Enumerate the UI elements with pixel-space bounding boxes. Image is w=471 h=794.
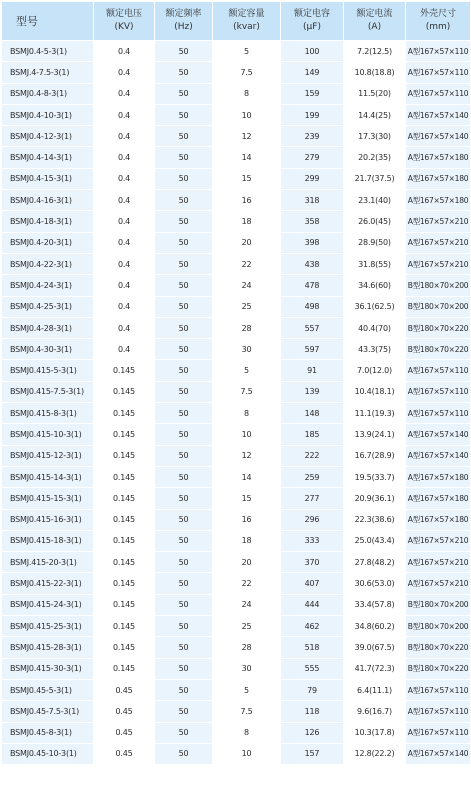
- current-cell: 13.9(24.1): [344, 424, 406, 445]
- model-cell: BSMJ0.4-25-3(1): [2, 296, 94, 317]
- capacitance-cell: 199: [281, 104, 344, 125]
- voltage-cell: 0.145: [94, 403, 155, 424]
- frequency-cell: 50: [155, 83, 213, 104]
- header-voltage-unit: (KV): [114, 22, 134, 32]
- table-row: [2, 232, 471, 253]
- current-cell: 34.8(60.2): [344, 616, 406, 637]
- voltage-cell: 0.4: [94, 211, 155, 232]
- model-cell: BSMJ0.415-15-3(1): [2, 488, 94, 509]
- frequency-cell: 50: [155, 296, 213, 317]
- capacitance-cell: 557: [281, 317, 344, 338]
- frequency-cell: 50: [155, 637, 213, 658]
- current-cell: 39.0(67.5): [344, 637, 406, 658]
- capacitance-cell: 157: [281, 743, 344, 764]
- dimensions-cell: B型180×70×220: [406, 339, 471, 360]
- capacitance-cell: 126: [281, 722, 344, 743]
- dimensions-cell: A型167×57×110: [406, 722, 471, 743]
- model-cell: BSMJ0.45-5-3(1): [2, 679, 94, 700]
- table-row: [2, 339, 471, 360]
- capacity-cell: 12: [213, 445, 281, 466]
- voltage-cell: 0.145: [94, 658, 155, 679]
- frequency-cell: 50: [155, 275, 213, 296]
- table-body: [2, 41, 471, 765]
- current-cell: 34.6(60): [344, 275, 406, 296]
- table-row: [2, 168, 471, 189]
- dimensions-cell: A型167×57×210: [406, 253, 471, 274]
- frequency-cell: 50: [155, 232, 213, 253]
- voltage-cell: 0.145: [94, 530, 155, 551]
- table-row: [2, 509, 471, 530]
- capacitance-cell: 239: [281, 126, 344, 147]
- capacity-cell: 10: [213, 743, 281, 764]
- capacity-cell: 24: [213, 275, 281, 296]
- table-row: [2, 275, 471, 296]
- header-current: [344, 2, 406, 41]
- current-cell: 12.8(22.2): [344, 743, 406, 764]
- dimensions-cell: B型180×70×200: [406, 616, 471, 637]
- current-cell: 20.2(35): [344, 147, 406, 168]
- model-cell: BSMJ0.4-30-3(1): [2, 339, 94, 360]
- capacity-cell: 30: [213, 658, 281, 679]
- header-dimensions: [406, 2, 471, 41]
- voltage-cell: 0.4: [94, 104, 155, 125]
- capacity-cell: 7.5: [213, 701, 281, 722]
- frequency-cell: 50: [155, 147, 213, 168]
- model-cell: BSMJ0.4-16-3(1): [2, 190, 94, 211]
- current-cell: 33.4(57.8): [344, 594, 406, 615]
- capacitance-cell: 478: [281, 275, 344, 296]
- capacitance-cell: 299: [281, 168, 344, 189]
- voltage-cell: 0.145: [94, 466, 155, 487]
- header-capacity-label: 额定容量: [228, 9, 265, 19]
- capacity-cell: 12: [213, 126, 281, 147]
- voltage-cell: 0.45: [94, 743, 155, 764]
- current-cell: 10.3(17.8): [344, 722, 406, 743]
- table-row: [2, 722, 471, 743]
- dimensions-cell: A型167×57×180: [406, 168, 471, 189]
- model-cell: BSMJ0.4-20-3(1): [2, 232, 94, 253]
- voltage-cell: 0.4: [94, 275, 155, 296]
- capacitance-cell: 279: [281, 147, 344, 168]
- table-row: [2, 743, 471, 764]
- header-model-label: 型号: [16, 14, 38, 28]
- current-cell: 11.1(19.3): [344, 403, 406, 424]
- capacitor-spec-table: [1, 1, 471, 765]
- capacity-cell: 15: [213, 168, 281, 189]
- capacity-cell: 24: [213, 594, 281, 615]
- header-current-label: 额定电流: [356, 9, 393, 19]
- dimensions-cell: A型167×57×140: [406, 126, 471, 147]
- capacity-cell: 22: [213, 573, 281, 594]
- model-cell: BSMJ0.4-12-3(1): [2, 126, 94, 147]
- voltage-cell: 0.145: [94, 594, 155, 615]
- frequency-cell: 50: [155, 679, 213, 700]
- table-row: [2, 552, 471, 573]
- capacitance-cell: 462: [281, 616, 344, 637]
- dimensions-cell: A型167×57×140: [406, 445, 471, 466]
- voltage-cell: 0.4: [94, 62, 155, 83]
- dimensions-cell: A型167×57×110: [406, 83, 471, 104]
- capacity-cell: 10: [213, 104, 281, 125]
- model-cell: BSMJ0.415-16-3(1): [2, 509, 94, 530]
- current-cell: 31.8(55): [344, 253, 406, 274]
- header-voltage-label: 额定电压: [105, 9, 142, 19]
- voltage-cell: 0.145: [94, 509, 155, 530]
- dimensions-cell: A型167×57×110: [406, 62, 471, 83]
- dimensions-cell: A型167×57×110: [406, 701, 471, 722]
- frequency-cell: 50: [155, 573, 213, 594]
- table-row: [2, 317, 471, 338]
- frequency-cell: 50: [155, 62, 213, 83]
- capacitance-cell: 91: [281, 360, 344, 381]
- model-cell: BSMJ0.4-14-3(1): [2, 147, 94, 168]
- frequency-cell: 50: [155, 360, 213, 381]
- capacitance-cell: 159: [281, 83, 344, 104]
- capacity-cell: 20: [213, 232, 281, 253]
- capacitance-cell: 149: [281, 62, 344, 83]
- model-cell: BSMJ0.415-30-3(1): [2, 658, 94, 679]
- voltage-cell: 0.4: [94, 168, 155, 189]
- model-cell: BSMJ0.4-5-3(1): [2, 41, 94, 62]
- voltage-cell: 0.4: [94, 190, 155, 211]
- table-row: [2, 658, 471, 679]
- table-row: [2, 594, 471, 615]
- capacitance-cell: 444: [281, 594, 344, 615]
- capacitance-cell: 358: [281, 211, 344, 232]
- dimensions-cell: A型167×57×180: [406, 466, 471, 487]
- capacity-cell: 14: [213, 147, 281, 168]
- current-cell: 30.6(53.0): [344, 573, 406, 594]
- model-cell: BSMJ0.45-7.5-3(1): [2, 701, 94, 722]
- model-cell: BSMJ0.415-22-3(1): [2, 573, 94, 594]
- current-cell: 6.4(11.1): [344, 679, 406, 700]
- capacity-cell: 20: [213, 552, 281, 573]
- table-row: [2, 253, 471, 274]
- frequency-cell: 50: [155, 211, 213, 232]
- table-row: [2, 466, 471, 487]
- capacitance-cell: 79: [281, 679, 344, 700]
- capacity-cell: 30: [213, 339, 281, 360]
- frequency-cell: 50: [155, 104, 213, 125]
- capacity-cell: 8: [213, 83, 281, 104]
- capacity-cell: 14: [213, 466, 281, 487]
- current-cell: 20.9(36.1): [344, 488, 406, 509]
- current-cell: 10.8(18.8): [344, 62, 406, 83]
- table-row: [2, 488, 471, 509]
- table-row: [2, 83, 471, 104]
- voltage-cell: 0.145: [94, 573, 155, 594]
- current-cell: 43.3(75): [344, 339, 406, 360]
- current-cell: 28.9(50): [344, 232, 406, 253]
- model-cell: BSMJ0.415-25-3(1): [2, 616, 94, 637]
- current-cell: 7.2(12.5): [344, 41, 406, 62]
- dimensions-cell: A型167×57×210: [406, 530, 471, 551]
- table-row: [2, 573, 471, 594]
- dimensions-cell: B型180×70×200: [406, 594, 471, 615]
- model-cell: BSMJ0.415-28-3(1): [2, 637, 94, 658]
- table-row: [2, 296, 471, 317]
- capacity-cell: 10: [213, 424, 281, 445]
- current-cell: 41.7(72.3): [344, 658, 406, 679]
- header-capacity-unit: (kvar): [233, 22, 260, 32]
- capacity-cell: 7.5: [213, 62, 281, 83]
- current-cell: 27.8(48.2): [344, 552, 406, 573]
- frequency-cell: 50: [155, 403, 213, 424]
- capacity-cell: 7.5: [213, 381, 281, 402]
- table-row: [2, 445, 471, 466]
- dimensions-cell: B型180×70×220: [406, 637, 471, 658]
- capacitance-cell: 407: [281, 573, 344, 594]
- current-cell: 25.0(43.4): [344, 530, 406, 551]
- header-dimensions-label: 外壳尺寸: [419, 9, 456, 19]
- table-row: [2, 701, 471, 722]
- voltage-cell: 0.145: [94, 424, 155, 445]
- header-current-unit: (A): [367, 22, 382, 32]
- capacitance-cell: 148: [281, 403, 344, 424]
- capacity-cell: 16: [213, 190, 281, 211]
- header-model: [2, 2, 94, 41]
- capacitance-cell: 398: [281, 232, 344, 253]
- current-cell: 23.1(40): [344, 190, 406, 211]
- table-row: [2, 147, 471, 168]
- table-row: [2, 424, 471, 445]
- current-cell: 40.4(70): [344, 317, 406, 338]
- header-capacity: [213, 2, 281, 41]
- capacitance-cell: 498: [281, 296, 344, 317]
- capacity-cell: 5: [213, 360, 281, 381]
- capacitance-cell: 222: [281, 445, 344, 466]
- model-cell: BSMJ0.415-14-3(1): [2, 466, 94, 487]
- voltage-cell: 0.4: [94, 232, 155, 253]
- frequency-cell: 50: [155, 253, 213, 274]
- dimensions-cell: A型167×57×180: [406, 488, 471, 509]
- dimensions-cell: A型167×57×210: [406, 573, 471, 594]
- capacity-cell: 16: [213, 509, 281, 530]
- dimensions-cell: A型167×57×210: [406, 552, 471, 573]
- frequency-cell: 50: [155, 424, 213, 445]
- capacity-cell: 18: [213, 211, 281, 232]
- table-row: [2, 62, 471, 83]
- header-capacitance-label: 额定电容: [293, 9, 330, 19]
- capacity-cell: 8: [213, 722, 281, 743]
- model-cell: BSMJ0.4-18-3(1): [2, 211, 94, 232]
- model-cell: BSMJ0.4-22-3(1): [2, 253, 94, 274]
- frequency-cell: 50: [155, 339, 213, 360]
- frequency-cell: 50: [155, 594, 213, 615]
- dimensions-cell: B型180×70×220: [406, 658, 471, 679]
- table-row: [2, 530, 471, 551]
- frequency-cell: 50: [155, 466, 213, 487]
- capacity-cell: 25: [213, 616, 281, 637]
- voltage-cell: 0.4: [94, 41, 155, 62]
- capacitance-cell: 370: [281, 552, 344, 573]
- header-frequency: [155, 2, 213, 41]
- model-cell: BSMJ0.415-10-3(1): [2, 424, 94, 445]
- header-capacitance: [281, 2, 344, 41]
- capacity-cell: 15: [213, 488, 281, 509]
- current-cell: 22.3(38.6): [344, 509, 406, 530]
- model-cell: BSMJ0.415-8-3(1): [2, 403, 94, 424]
- frequency-cell: 50: [155, 530, 213, 551]
- voltage-cell: 0.145: [94, 360, 155, 381]
- model-cell: BSMJ.415-20-3(1): [2, 552, 94, 573]
- table-row: [2, 637, 471, 658]
- capacitance-cell: 438: [281, 253, 344, 274]
- dimensions-cell: B型180×70×220: [406, 317, 471, 338]
- voltage-cell: 0.4: [94, 296, 155, 317]
- model-cell: BSMJ0.415-12-3(1): [2, 445, 94, 466]
- current-cell: 36.1(62.5): [344, 296, 406, 317]
- frequency-cell: 50: [155, 41, 213, 62]
- table-row: [2, 679, 471, 700]
- capacitance-cell: 185: [281, 424, 344, 445]
- dimensions-cell: A型167×57×210: [406, 211, 471, 232]
- voltage-cell: 0.145: [94, 445, 155, 466]
- header-dimensions-unit: (mm): [425, 22, 451, 32]
- frequency-cell: 50: [155, 658, 213, 679]
- frequency-cell: 50: [155, 168, 213, 189]
- table-row: [2, 126, 471, 147]
- voltage-cell: 0.145: [94, 381, 155, 402]
- frequency-cell: 50: [155, 190, 213, 211]
- dimensions-cell: A型167×57×140: [406, 104, 471, 125]
- capacitance-cell: 597: [281, 339, 344, 360]
- table-row: [2, 41, 471, 62]
- model-cell: BSMJ0.415-5-3(1): [2, 360, 94, 381]
- dimensions-cell: A型167×57×210: [406, 232, 471, 253]
- capacity-cell: 18: [213, 530, 281, 551]
- dimensions-cell: B型180×70×200: [406, 275, 471, 296]
- capacitance-cell: 139: [281, 381, 344, 402]
- current-cell: 19.5(33.7): [344, 466, 406, 487]
- current-cell: 11.5(20): [344, 83, 406, 104]
- current-cell: 21.7(37.5): [344, 168, 406, 189]
- model-cell: BSMJ0.45-10-3(1): [2, 743, 94, 764]
- frequency-cell: 50: [155, 445, 213, 466]
- current-cell: 7.0(12.0): [344, 360, 406, 381]
- header-capacitance-unit: (μF): [303, 22, 321, 32]
- table-row: [2, 381, 471, 402]
- capacity-cell: 8: [213, 403, 281, 424]
- capacity-cell: 5: [213, 41, 281, 62]
- frequency-cell: 50: [155, 509, 213, 530]
- model-cell: BSMJ0.415-18-3(1): [2, 530, 94, 551]
- dimensions-cell: A型167×57×110: [406, 679, 471, 700]
- voltage-cell: 0.4: [94, 317, 155, 338]
- capacity-cell: 28: [213, 317, 281, 338]
- capacity-cell: 22: [213, 253, 281, 274]
- voltage-cell: 0.45: [94, 679, 155, 700]
- capacitance-cell: 333: [281, 530, 344, 551]
- header-voltage: [94, 2, 155, 41]
- header-frequency-label: 额定频率: [165, 9, 202, 19]
- capacitance-cell: 318: [281, 190, 344, 211]
- model-cell: BSMJ0.415-7.5-3(1): [2, 381, 94, 402]
- model-cell: BSMJ0.4-28-3(1): [2, 317, 94, 338]
- current-cell: 14.4(25): [344, 104, 406, 125]
- dimensions-cell: A型167×57×180: [406, 147, 471, 168]
- dimensions-cell: A型167×57×110: [406, 403, 471, 424]
- voltage-cell: 0.45: [94, 722, 155, 743]
- frequency-cell: 50: [155, 722, 213, 743]
- header-frequency-unit: (Hz): [174, 22, 193, 32]
- model-cell: BSMJ0.4-15-3(1): [2, 168, 94, 189]
- frequency-cell: 50: [155, 616, 213, 637]
- frequency-cell: 50: [155, 743, 213, 764]
- voltage-cell: 0.4: [94, 83, 155, 104]
- voltage-cell: 0.145: [94, 616, 155, 637]
- capacity-cell: 28: [213, 637, 281, 658]
- dimensions-cell: B型180×70×200: [406, 296, 471, 317]
- table-row: [2, 360, 471, 381]
- voltage-cell: 0.145: [94, 488, 155, 509]
- frequency-cell: 50: [155, 552, 213, 573]
- model-cell: BSMJ0.45-8-3(1): [2, 722, 94, 743]
- frequency-cell: 50: [155, 701, 213, 722]
- dimensions-cell: A型167×57×110: [406, 360, 471, 381]
- voltage-cell: 0.4: [94, 253, 155, 274]
- capacitance-cell: 118: [281, 701, 344, 722]
- table-row: [2, 616, 471, 637]
- voltage-cell: 0.45: [94, 701, 155, 722]
- capacitance-cell: 555: [281, 658, 344, 679]
- dimensions-cell: A型167×57×140: [406, 424, 471, 445]
- current-cell: 26.0(45): [344, 211, 406, 232]
- capacitance-cell: 100: [281, 41, 344, 62]
- table-row: [2, 190, 471, 211]
- capacity-cell: 25: [213, 296, 281, 317]
- current-cell: 16.7(28.9): [344, 445, 406, 466]
- voltage-cell: 0.4: [94, 126, 155, 147]
- header-row: [2, 2, 471, 41]
- frequency-cell: 50: [155, 488, 213, 509]
- current-cell: 17.3(30): [344, 126, 406, 147]
- dimensions-cell: A型167×57×110: [406, 381, 471, 402]
- voltage-cell: 0.4: [94, 147, 155, 168]
- current-cell: 9.6(16.7): [344, 701, 406, 722]
- capacitance-cell: 259: [281, 466, 344, 487]
- dimensions-cell: A型167×57×110: [406, 41, 471, 62]
- model-cell: BSMJ0.415-24-3(1): [2, 594, 94, 615]
- frequency-cell: 50: [155, 126, 213, 147]
- model-cell: BSMJ0.4-24-3(1): [2, 275, 94, 296]
- capacity-cell: 5: [213, 679, 281, 700]
- model-cell: BSMJ0.4-8-3(1): [2, 83, 94, 104]
- dimensions-cell: A型167×57×180: [406, 190, 471, 211]
- table-row: [2, 104, 471, 125]
- dimensions-cell: A型167×57×140: [406, 743, 471, 764]
- capacitance-cell: 277: [281, 488, 344, 509]
- dimensions-cell: A型167×57×180: [406, 509, 471, 530]
- voltage-cell: 0.4: [94, 339, 155, 360]
- voltage-cell: 0.145: [94, 637, 155, 658]
- capacitance-cell: 518: [281, 637, 344, 658]
- table-row: [2, 211, 471, 232]
- table-row: [2, 403, 471, 424]
- capacitance-cell: 296: [281, 509, 344, 530]
- model-cell: BSMJ0.4-10-3(1): [2, 104, 94, 125]
- current-cell: 10.4(18.1): [344, 381, 406, 402]
- voltage-cell: 0.145: [94, 552, 155, 573]
- frequency-cell: 50: [155, 381, 213, 402]
- model-cell: BSMJ.4-7.5-3(1): [2, 62, 94, 83]
- frequency-cell: 50: [155, 317, 213, 338]
